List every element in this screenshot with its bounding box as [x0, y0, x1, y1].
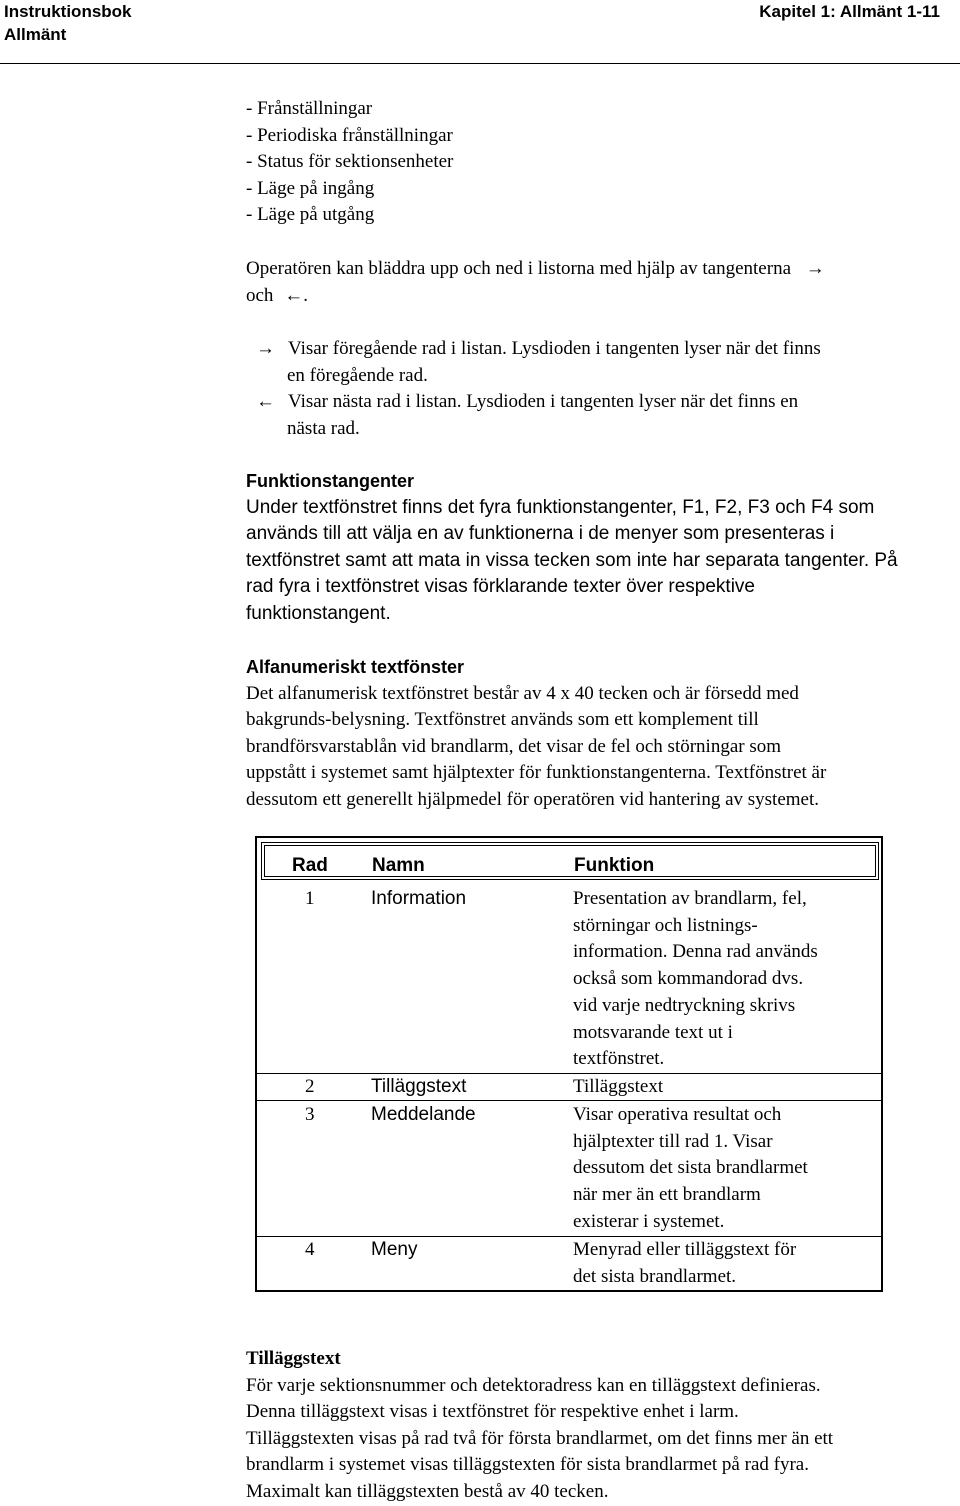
- scroll-line-1: [246, 256, 936, 283]
- table-header-box: [261, 842, 879, 880]
- cell-rad: 3: [305, 1104, 315, 1125]
- function-table: [255, 836, 883, 1292]
- paragraph-line: uppstått i systemet samt hjälptexter för funktionstangenterna. Textfönstret är: [246, 762, 827, 783]
- header-left: [4, 0, 132, 46]
- cell-funktion: [573, 1102, 873, 1236]
- arrow-right-icon: →: [256, 338, 275, 359]
- paragraph-line: Maximalt kan tilläggstexten bestå av 40 tecken.: [246, 1480, 609, 1502]
- cell-line: existerar i systemet.: [573, 1210, 725, 1232]
- scroll-paragraph: [246, 256, 936, 309]
- funktionstangenter-section: [246, 468, 946, 627]
- arrow-item-text: Visar nästa rad i listan. Lysdioden i tangenten lyser när det finns en: [288, 391, 799, 412]
- alfanumeriskt-section: [246, 654, 946, 813]
- arrow-left-icon: ←: [256, 391, 275, 412]
- cell-line: det sista brandlarmet.: [573, 1265, 737, 1287]
- cell-line: när mer än ett brandlarm: [573, 1184, 761, 1206]
- paragraph-line: används till att välja en av funktionerna i de menyer som presenteras i: [246, 523, 835, 544]
- list-item: - Frånställningar: [246, 98, 373, 119]
- list-item: - Periodiska frånställningar: [246, 124, 453, 146]
- paragraph-line: brandlarm i systemet visas tilläggstexten för sista brandlarmet på rad fyra.: [246, 1454, 809, 1475]
- cell-line: Menyrad eller tilläggstext för: [573, 1239, 797, 1260]
- cell-line: hjälptexter till rad 1. Visar: [573, 1130, 773, 1152]
- paragraph-line: För varje sektionsnummer och detektoradress kan en tilläggstext definieras.: [246, 1374, 821, 1396]
- header-funktion: Funktion: [574, 855, 655, 876]
- cell-line: vid varje nedtryckning skrivs: [573, 994, 796, 1016]
- cell-funktion: [573, 1237, 873, 1290]
- paragraph-line: Under textfönstret finns det fyra funktionstangenter, F1, F2, F3 och F4 som: [246, 496, 875, 518]
- cell-line: också som kommandorad dvs.: [573, 968, 804, 990]
- arrow-item-text-cont: en föregående rad.: [287, 364, 428, 386]
- header-book-title: Instruktionsbok: [4, 2, 132, 21]
- paragraph-line: bakgrunds-belysning. Textfönstret används som ett komplement till: [246, 709, 759, 730]
- paragraph-line: rad fyra i textfönstret visas förklarande texter över respektive: [246, 576, 755, 597]
- scroll-text-and: och: [246, 284, 274, 306]
- row-divider: [257, 1100, 881, 1101]
- cell-rad: 4: [305, 1239, 315, 1260]
- tillaggstext-section: [246, 1346, 946, 1505]
- paragraph-line: Det alfanumerisk textfönstret består av 4 x 40 tecken och är försedd med: [246, 682, 799, 704]
- cell-namn: Tilläggstext: [371, 1076, 467, 1097]
- arrow-item-prev: [256, 336, 936, 389]
- period: .: [303, 284, 308, 306]
- paragraph-line: funktionstangent.: [246, 602, 391, 624]
- arrow-left-icon: ←: [284, 284, 304, 306]
- section-heading: Alfanumeriskt textfönster: [246, 657, 465, 677]
- arrow-item-text-cont: nästa rad.: [287, 417, 360, 439]
- section-heading: Funktionstangenter: [246, 471, 415, 491]
- cell-line: motsvarande text ut i: [573, 1021, 733, 1043]
- cell-funktion: [573, 1074, 873, 1101]
- cell-line: störningar och listnings-: [573, 914, 758, 936]
- cell-funktion: [573, 886, 873, 1073]
- paragraph-line: dessutom ett generellt hjälpmedel för operatören vid hantering av systemet.: [246, 788, 819, 810]
- arrow-item-next: [256, 389, 936, 442]
- cell-line: Visar operativa resultat och: [573, 1104, 782, 1125]
- paragraph-line: Denna tilläggstext visas i textfönstret för respektive enhet i larm.: [246, 1401, 739, 1422]
- arrow-item-text: Visar föregående rad i listan. Lysdioden i tangenten lyser när det finns: [288, 338, 821, 359]
- list-item: - Läge på ingång: [246, 177, 375, 199]
- cell-line: Tilläggstext: [573, 1076, 664, 1097]
- cell-namn: Meddelande: [371, 1104, 476, 1125]
- list-item: - Status för sektionsenheter: [246, 151, 454, 172]
- paragraph-line: Tilläggstexten visas på rad två för första brandlarmet, om det finns mer än ett: [246, 1427, 834, 1449]
- cell-namn: Information: [371, 888, 467, 909]
- cell-namn: Meny: [371, 1239, 418, 1260]
- list-item: - Läge på utgång: [246, 204, 375, 225]
- section-heading: Tilläggstext: [246, 1348, 341, 1369]
- cell-line: Presentation av brandlarm, fel,: [573, 888, 807, 909]
- cell-line: information. Denna rad används: [573, 941, 818, 963]
- status-list: [246, 96, 453, 229]
- header-namn: Namn: [372, 855, 425, 876]
- scroll-text: Operatören kan bläddra upp och ned i listorna med hjälp av tangenterna: [246, 258, 791, 279]
- paragraph-line: textfönstret samt att mata in vissa tecken som inte har separata tangenter. På: [246, 549, 898, 571]
- paragraph-line: brandförsvarstablån vid brandlarm, det visar de fel och störningar som: [246, 735, 782, 757]
- header-section: Allmänt: [4, 25, 67, 44]
- header-chapter-page: Kapitel 1: Allmänt 1-11: [759, 2, 940, 21]
- table-header-inner: [264, 845, 876, 877]
- cell-line: dessutom det sista brandlarmet: [573, 1157, 808, 1179]
- header-rad: Rad: [292, 855, 328, 876]
- header-divider: [0, 63, 960, 64]
- arrow-right-icon: →: [805, 258, 825, 279]
- cell-rad: 1: [305, 888, 315, 909]
- scroll-line-2: [246, 283, 936, 310]
- cell-rad: 2: [305, 1076, 315, 1097]
- cell-line: textfönstret.: [573, 1048, 665, 1070]
